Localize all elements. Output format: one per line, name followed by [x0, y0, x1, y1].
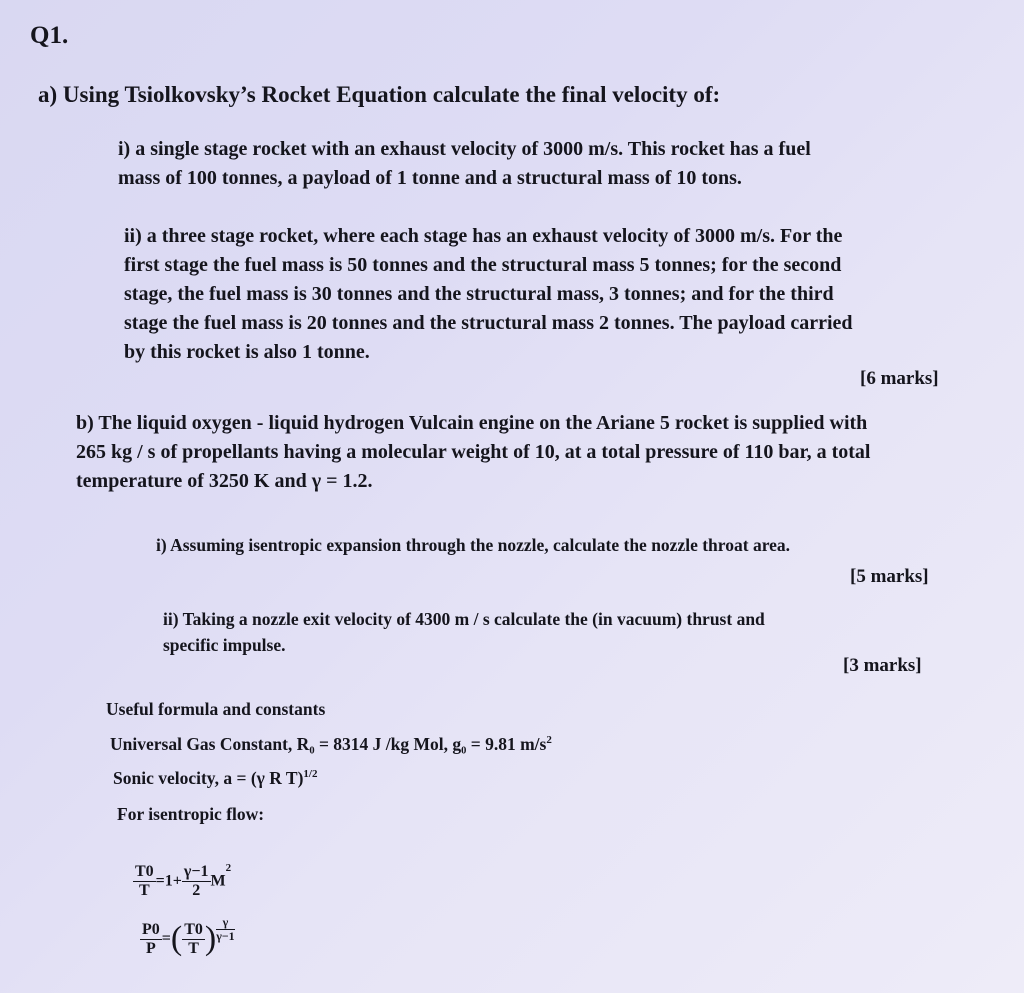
part-a-ii-line-5: by this rocket is also 1 tonne. — [124, 341, 370, 363]
equation-temperature-ratio — [133, 862, 231, 900]
sonic-velocity — [113, 768, 317, 789]
eq2-paren-close: ) — [204, 920, 217, 957]
part-a-ii-line-2: first stage the fuel mass is 50 tonnes and the structural mass 5 tonnes; for the second — [124, 254, 842, 276]
eq1-frac-den: 2 — [192, 881, 201, 899]
eq2-lhs-num: P0 — [142, 920, 160, 938]
part-b-ii-marks: [3 marks] — [843, 655, 922, 676]
gas-constant — [110, 734, 552, 755]
eq2-lhs-fraction — [140, 921, 162, 958]
isentropic-label: For isentropic flow: — [117, 804, 265, 824]
part-a-ii-line-1: ii) a three stage rocket, where each stage has an exhaust velocity of 3000 m/s. For the — [124, 225, 843, 247]
eq2-exp-num: γ — [216, 916, 234, 930]
eq2-exp-den: γ−1 — [216, 929, 235, 943]
part-b-intro-line-1: b) The liquid oxygen - liquid hydrogen Vulcain engine on the Ariane 5 rocket is supplied with — [76, 412, 868, 434]
eq2-eq: = — [161, 930, 171, 947]
eq2-inner-fraction — [182, 921, 205, 958]
part-b-intro — [76, 409, 870, 496]
eq1-lhs-fraction — [133, 863, 156, 900]
gas-constant-text: Universal Gas Constant, R₀ = 8314 J /kg Mol, g₀ = 9.81 m/s — [110, 734, 547, 754]
part-b-i: i) Assuming isentropic expansion through the nozzle, calculate the nozzle throat area. — [156, 535, 791, 555]
gas-constant-sup: 2 — [546, 734, 552, 747]
part-b-ii-line-1: ii) Taking a nozzle exit velocity of 4300 m / s calculate the (in vacuum) thrust and — [163, 609, 765, 629]
eq1-lhs-num: T0 — [135, 862, 154, 880]
eq2-in-num: T0 — [184, 920, 203, 938]
part-a-i — [118, 135, 811, 193]
part-a-ii-line-3: stage, the fuel mass is 30 tonnes and the structural mass, 3 tonnes; and for the third — [124, 283, 834, 305]
eq2-exponent — [216, 916, 234, 943]
eq2-in-den: T — [188, 939, 199, 957]
part-a-ii-line-4: stage the fuel mass is 20 tonnes and the structural mass 2 tonnes. The payload carried — [124, 312, 853, 334]
eq1-tail: M — [210, 872, 226, 890]
part-a-ii — [124, 222, 853, 367]
eq1-gamma-fraction — [182, 863, 211, 900]
part-a-heading: a) Using Tsiolkovsky’s Rocket Equation calculate the final velocity of: — [38, 82, 721, 107]
part-b-ii — [163, 606, 765, 658]
eq1-tail-sup: 2 — [225, 862, 232, 874]
eq1-frac-num: γ−1 — [183, 862, 209, 880]
part-a-marks: [6 marks] — [860, 368, 939, 389]
eq1-mid: =1+ — [155, 872, 182, 890]
eq1-lhs-den: T — [139, 881, 150, 899]
eq2-paren-open: ( — [170, 920, 183, 957]
part-a-i-line-1: i) a single stage rocket with an exhaust velocity of 3000 m/s. This rocket has a fuel — [118, 138, 811, 160]
eq2-lhs-den: P — [146, 939, 156, 957]
part-b-intro-line-2: 265 kg / s of propellants having a molecular weight of 10, at a total pressure of 110 bar, a total — [76, 441, 871, 463]
sonic-velocity-text: Sonic velocity, a = (γ R T) — [113, 768, 304, 788]
sonic-velocity-sup: 1/2 — [303, 768, 318, 781]
equation-pressure-ratio — [140, 915, 235, 958]
question-number: Q1. — [30, 22, 69, 49]
part-b-i-marks: [5 marks] — [850, 566, 929, 587]
part-b-intro-line-3: temperature of 3250 K and γ = 1.2. — [76, 470, 373, 492]
formulas-heading: Useful formula and constants — [106, 699, 326, 719]
part-a-i-line-2: mass of 100 tonnes, a payload of 1 tonne and a structural mass of 10 tons. — [118, 167, 742, 189]
part-b-ii-line-2: specific impulse. — [163, 635, 286, 655]
